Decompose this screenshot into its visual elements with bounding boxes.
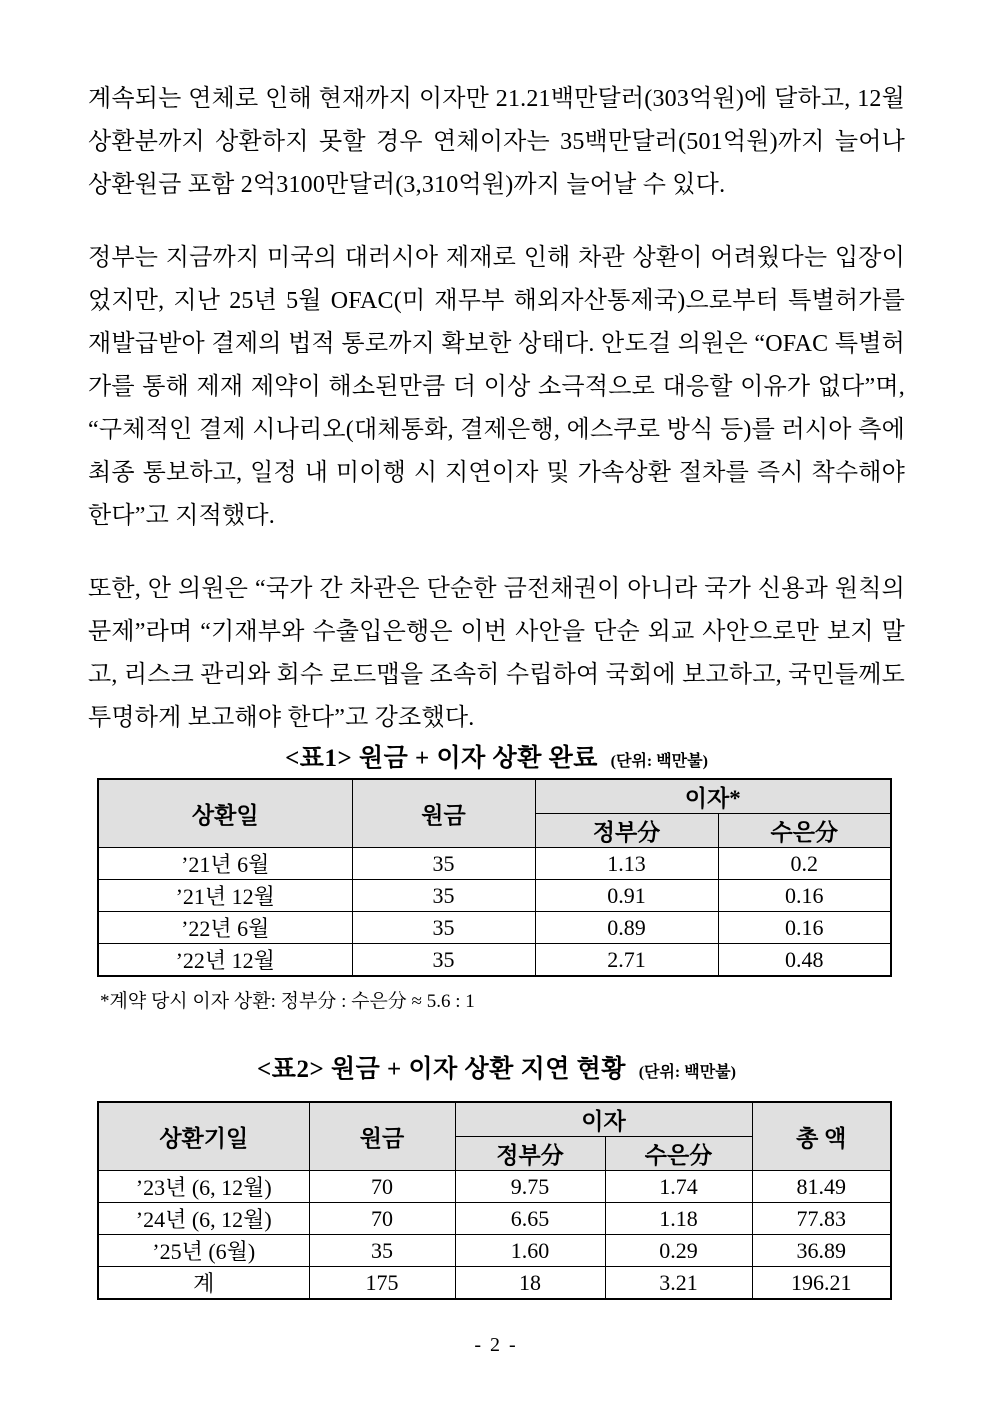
table-cell: ’22년 12월 <box>98 944 352 977</box>
table-cell: ’21년 12월 <box>98 880 352 912</box>
table-cell: 0.16 <box>718 880 891 912</box>
table-row <box>98 880 891 912</box>
table-cell: 70 <box>309 1203 455 1235</box>
table1-title-text: <표1> 원금 + 이자 상환 완료 <box>285 745 598 772</box>
table-cell: 77.83 <box>752 1203 891 1235</box>
table-row <box>98 848 891 880</box>
table-cell: ’23년 (6, 12월) <box>98 1171 309 1203</box>
page-number: - 2 - <box>474 1334 518 1356</box>
table1-header-principal: 원금 <box>352 779 535 848</box>
table-cell: 35 <box>352 848 535 880</box>
paragraph-overdue-interest: 계속되는 연체로 인해 현재까지 이자만 21.21백만달러(303억원)에 달하고, 12월 상환분까지 상환하지 못할 경우 연체이자는 35백만달러(501억원)까지 늘어나 상환원금 포함 2억3100만달러(3,310억원)까지 늘어날 수 있다. <box>88 86 905 198</box>
table-cell: 18 <box>455 1267 605 1300</box>
table-cell: 0.91 <box>535 880 718 912</box>
table-cell: 0.29 <box>605 1235 752 1267</box>
paragraph-ofac-license: 정부는 지금까지 미국의 대러시아 제재로 인해 차관 상환이 어려웠다는 입장이었지만, 지난 25년 5월 OFAC(미 재무부 해외자산통제국)으로부터 특별허가를 재발급받아 결제의 법적 통로까지 확보한 상태다. 안도걸 의원은 “OFAC 특별허가를 통해 제재 제약이 해소된만큼 더 이상 소극적으로 대응할 이유가 없다”며, “구체적인 결제 시나리오(대체통화, 결제은행, 에스쿠로 방식 등)를 러시아 측에 최종 통보하고, 일정 내 미이행 시 지연이자 및 가속상환 절차를 즉시 착수해야 한다”고 지적했다. <box>88 245 905 529</box>
table1-header-gov-share: 정부分 <box>535 814 718 848</box>
table-cell: 36.89 <box>752 1235 891 1267</box>
table2-header-principal: 원금 <box>309 1102 455 1171</box>
table-cell: 0.2 <box>718 848 891 880</box>
table2-header-gov-share: 정부分 <box>455 1137 605 1171</box>
table-cell: 계 <box>98 1267 309 1300</box>
table-cell: 1.60 <box>455 1235 605 1267</box>
table-cell: 9.75 <box>455 1171 605 1203</box>
table-row <box>98 912 891 944</box>
table-cell: ’22년 6월 <box>98 912 352 944</box>
table-cell: ’24년 (6, 12월) <box>98 1203 309 1235</box>
table-cell: 175 <box>309 1267 455 1300</box>
table-cell: 81.49 <box>752 1171 891 1203</box>
table-cell: 1.13 <box>535 848 718 880</box>
table-row <box>98 944 891 977</box>
table-row-total <box>98 1267 891 1300</box>
table1-title <box>88 740 905 778</box>
table-cell: 6.65 <box>455 1203 605 1235</box>
table2-header-interest: 이자 <box>455 1102 752 1137</box>
table-cell: 35 <box>352 912 535 944</box>
table1-header-exim-share: 수은分 <box>718 814 891 848</box>
table1-header-interest: 이자* <box>535 779 891 814</box>
table-cell: ’25년 (6월) <box>98 1235 309 1267</box>
table2-header-row-top <box>98 1102 891 1137</box>
table-cell: 2.71 <box>535 944 718 977</box>
table-cell: 1.74 <box>605 1171 752 1203</box>
table2-title-text: <표2> 원금 + 이자 상환 지연 현황 <box>257 1056 626 1083</box>
table1-footnote: *계약 당시 이자 상환: 정부分 : 수은分 ≈ 5.6 : 1 <box>100 991 475 1012</box>
paragraph-lawmaker-statement: 또한, 안 의원은 “국가 간 차관은 단순한 금전채권이 아니라 국가 신용과 원칙의 문제”라며 “기재부와 수출입은행은 이번 사안을 단순 외교 사안으로만 보지 말고, 리스크 관리와 회수 로드맵을 조속히 수립하여 국회에 보고하고, 국민들께도 투명하게 보고해야 한다”고 강조했다. <box>88 576 905 731</box>
table-cell: 3.21 <box>605 1267 752 1300</box>
table1-unit-label: (단위: 백만불) <box>610 753 708 770</box>
table-cell: 0.89 <box>535 912 718 944</box>
table-cell: 35 <box>352 944 535 977</box>
table2-header-date: 상환기일 <box>98 1102 309 1171</box>
table2-header-exim-share: 수은分 <box>605 1137 752 1171</box>
table2-header-total: 총 액 <box>752 1102 891 1171</box>
table1-repayment-complete <box>97 778 892 977</box>
table2-unit-label: (단위: 백만불) <box>638 1064 736 1081</box>
table-cell: 0.16 <box>718 912 891 944</box>
table2-repayment-delayed <box>97 1101 892 1300</box>
table-row <box>98 1203 891 1235</box>
table1-header-date: 상환일 <box>98 779 352 848</box>
table-cell: 35 <box>309 1235 455 1267</box>
table-cell: 0.48 <box>718 944 891 977</box>
table-cell: ’21년 6월 <box>98 848 352 880</box>
table1-header-row-top <box>98 779 891 814</box>
table-cell: 70 <box>309 1171 455 1203</box>
table-cell: 35 <box>352 880 535 912</box>
table-row <box>98 1171 891 1203</box>
table2-title <box>88 1051 905 1089</box>
table-row <box>98 1235 891 1267</box>
table-cell: 1.18 <box>605 1203 752 1235</box>
table-cell: 196.21 <box>752 1267 891 1300</box>
